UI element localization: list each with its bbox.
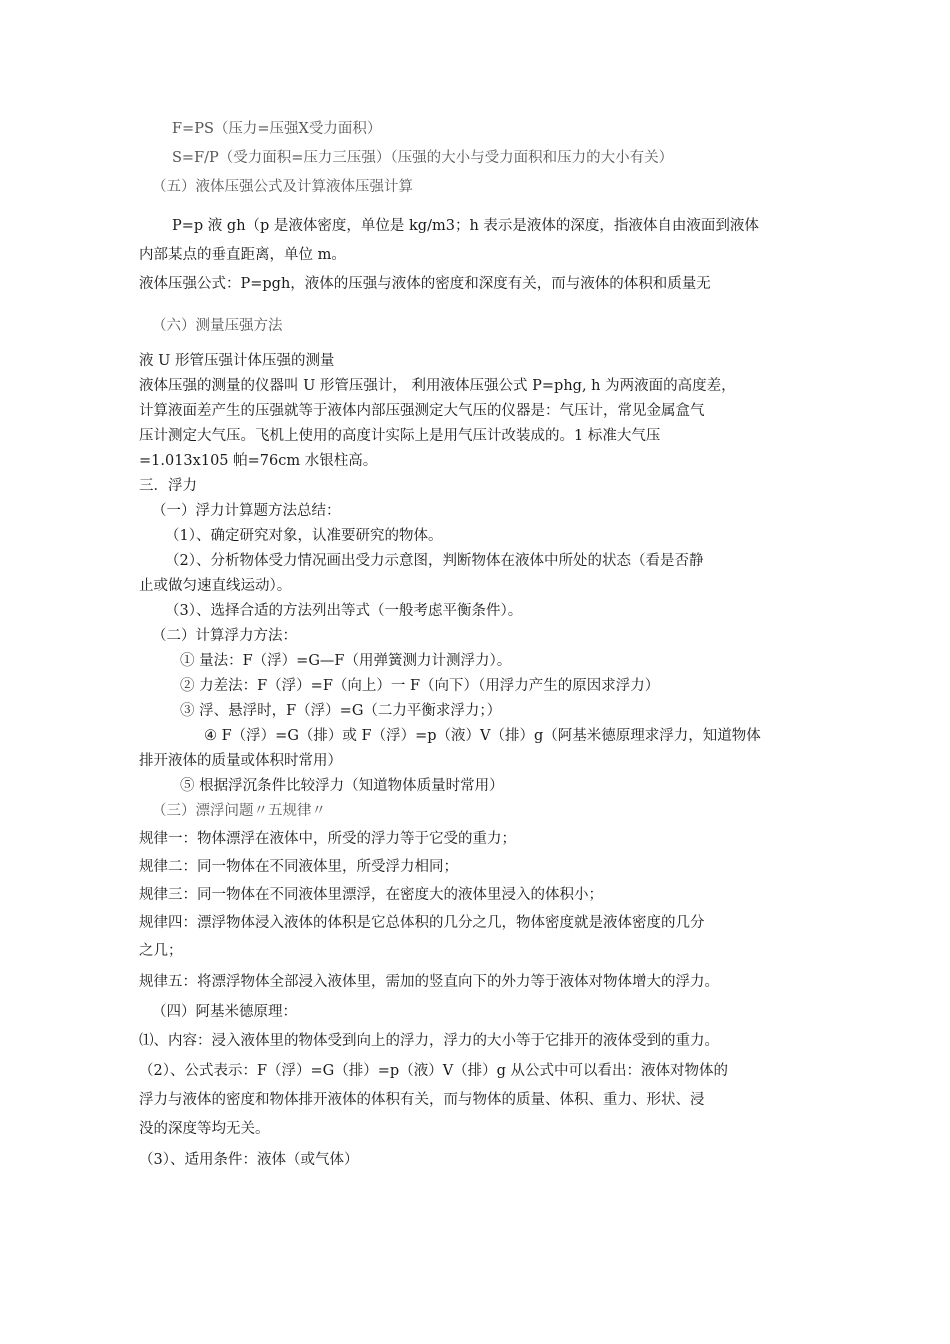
buoyancy-method-3: ③ 浮、悬浮时，F（浮）=G（二力平衡求浮力；）	[180, 703, 502, 719]
buoyancy-step-3: （3）、选择合适的方法列出等式（一般考虑平衡条件）。	[165, 603, 523, 619]
formula-f-ps: F=PS（压力=压强Ⅹ受力面积）	[172, 121, 382, 137]
measure-line-5: =1.013x105 帕=76cm 水银柱高。	[139, 453, 378, 469]
buoyancy-step-1: （1）、确定研究对象，认准要研究的物体。	[165, 528, 443, 544]
floating-rule-2: 规律二：同一物体在不同液体里，所受浮力相同；	[139, 859, 458, 875]
liquid-formula-line-2: 内部某点的垂直距离，单位 m。	[139, 247, 346, 263]
archimedes-formula-line-3: 没的深度等均无关。	[139, 1121, 270, 1137]
buoyancy-method-4a: ④ F（浮）=G（排）或 F（浮）=p（液）V（排）g（阿基米德原理求浮力，知道物体	[204, 728, 761, 744]
buoyancy-method-1: ① 量法：F（浮）=G—F（用弹簧测力计测浮力）。	[180, 653, 512, 669]
liquid-formula-line-3: 液体压强公式：P=pgh，液体的压强与液体的密度和深度有关，而与液体的体积和质量无	[139, 276, 711, 292]
buoyancy-method-5: ⑤ 根据浮沉条件比较浮力（知道物体质量时常用）	[180, 778, 504, 794]
buoyancy-subheading-1: （一）浮力计算题方法总结：	[152, 503, 341, 519]
floating-rule-4b: 之几；	[139, 943, 183, 959]
buoyancy-step-2a: （2）、分析物体受力情况画出受力示意图，判断物体在液体中所处的状态（看是否静	[165, 553, 704, 569]
heading-buoyancy: 三．浮力	[139, 478, 197, 494]
floating-rule-3: 规律三：同一物体在不同液体里漂浮，在密度大的液体里浸入的体积小；	[139, 887, 603, 903]
measure-line-3: 计算液面差产生的压强就等于液体内部压强测定大气压的仪器是：气压计，常见金属盒气	[139, 403, 705, 419]
archimedes-formula-line-2: 浮力与液体的密度和物体排开液体的体积有关，而与物体的质量、体积、重力、形状、浸	[139, 1092, 705, 1108]
floating-rule-1: 规律一：物体漂浮在液体中，所受的浮力等于它受的重力；	[139, 831, 516, 847]
buoyancy-subheading-3: （三）漂浮问题〃五规律〃	[152, 803, 326, 819]
formula-s-fp: S=F/P（受力面积=压力三压强）（压强的大小与受力面积和压力的大小有关）	[172, 150, 674, 166]
liquid-formula-line-1: P=p 液 gh（p 是液体密度，单位是 kg/m3；h 表示是液体的深度，指液体自由液面到液体	[172, 218, 759, 234]
archimedes-content: ⑴、内容：浸入液体里的物体受到向上的浮力，浮力的大小等于它排开的液体受到的重力。	[139, 1033, 719, 1049]
measure-line-2: 液体压强的测量的仪器叫 U 形管压强计， 利用液体压强公式 P=phg, h 为两液面的高度差，	[139, 378, 736, 394]
archimedes-formula-line-1: （2）、公式表示：F（浮）=G（排）=p（液）V（排）g 从公式中可以看出：液体对物体的	[139, 1063, 729, 1079]
archimedes-conditions: （3）、适用条件：液体（或气体）	[139, 1152, 359, 1168]
buoyancy-subheading-2: （二）计算浮力方法：	[152, 628, 297, 644]
buoyancy-step-2b: 止或做匀速直线运动）。	[139, 578, 292, 594]
measure-line-4: 压计测定大气压。飞机上使用的高度计实际上是用气压计改装成的。1 标准大气压	[139, 428, 661, 444]
buoyancy-method-2: ② 力差法：F（浮）=F（向上）一 F（向下）（用浮力产生的原因求浮力）	[180, 678, 660, 694]
heading-liquid-pressure: （五）液体压强公式及计算液体压强计算	[152, 179, 413, 195]
measure-line-1: 液 U 形管压强计体压强的测量	[139, 353, 335, 369]
buoyancy-method-4b: 排开液体的质量或体积时常用）	[139, 753, 342, 769]
floating-rule-4a: 规律四：漂浮物体浸入液体的体积是它总体积的几分之几，物体密度就是液体密度的几分	[139, 915, 705, 931]
heading-measure-pressure: （六）测量压强方法	[152, 318, 283, 334]
floating-rule-5: 规律五：将漂浮物体全部浸入液体里，需加的竖直向下的外力等于液体对物体增大的浮力。	[139, 974, 719, 990]
buoyancy-subheading-4: （四）阿基米德原理：	[152, 1004, 297, 1020]
